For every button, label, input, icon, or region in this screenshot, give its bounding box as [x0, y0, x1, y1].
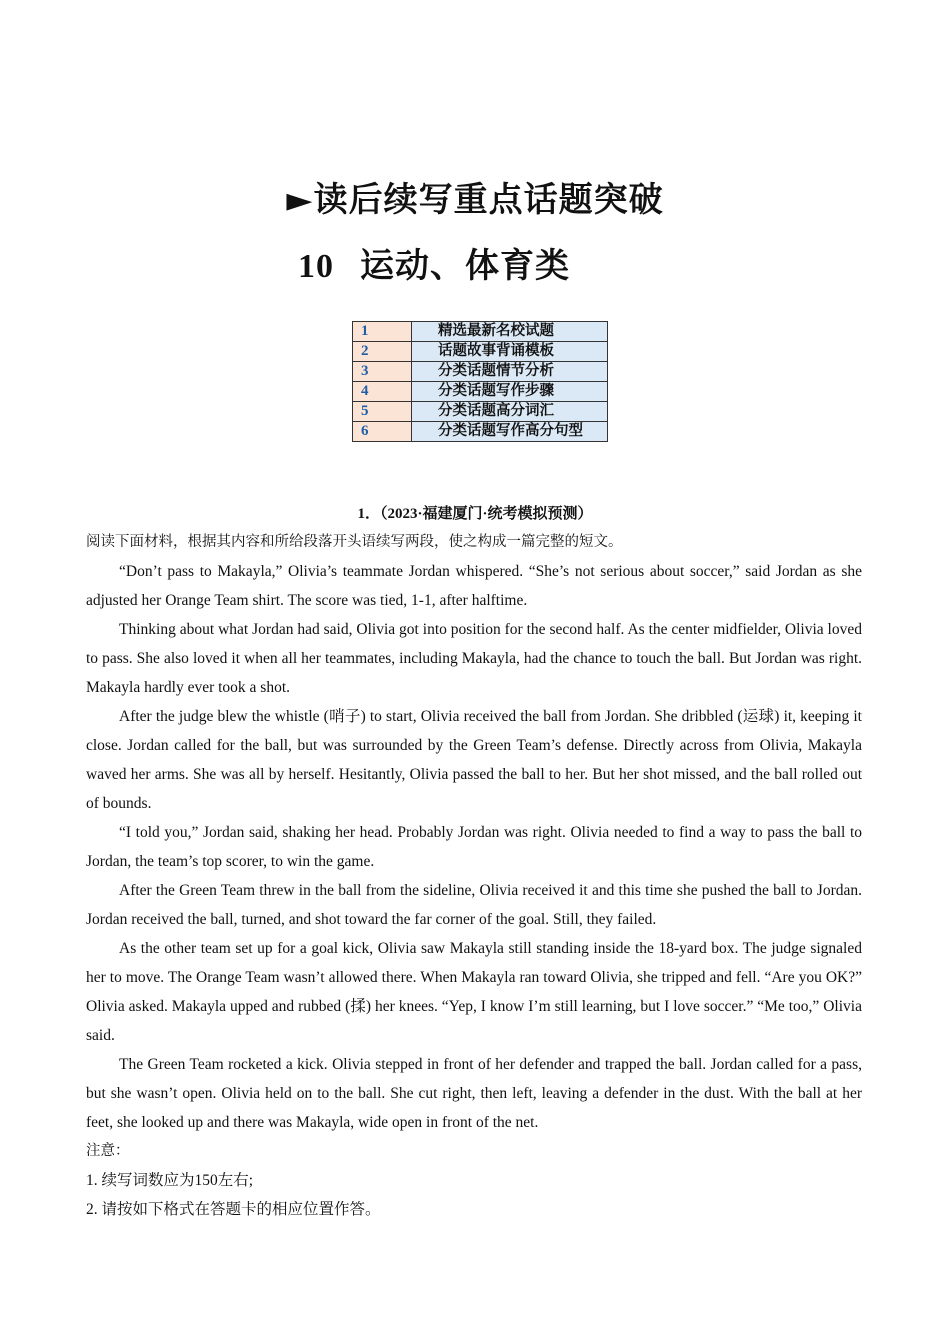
toc-label: 精选最新名校试题 — [412, 322, 608, 342]
story-paragraph: As the other team set up for a goal kick, Olivia saw Makayla still standing inside the 18-yard box. The judge signaled her to move. The Orange Team wasn’t allowed there. When Makayla ran toward Olivia, she tripped and fell. “Are you OK?” Olivia asked. Makayla upped and rubbed (揉) her knees. “Yep, I know I’m still learning, but I love soccer.” “Me too,” Olivia said. — [86, 940, 862, 1044]
toc-row — [353, 402, 608, 422]
toc-row — [353, 322, 608, 342]
contents-table — [352, 321, 608, 442]
note-item: 2. 请按如下格式在答题卡的相应位置作答。 — [86, 1201, 381, 1218]
toc-number: 3 — [353, 362, 412, 382]
note-item: 1. 续写词数应为150左右; — [86, 1172, 254, 1189]
question-heading: 1．（2023·福建厦门·统考模拟预测） — [357, 506, 593, 522]
question-body — [86, 528, 862, 1224]
toc-row — [353, 382, 608, 402]
toc-label: 分类话题高分词汇 — [412, 402, 608, 422]
toc-number: 1 — [353, 322, 412, 342]
toc-number: 2 — [353, 342, 412, 362]
page-title — [0, 172, 950, 221]
story-paragraph: “Don’t pass to Makayla,” Olivia’s teammate Jordan whispered. “She’s not serious about soccer,” said Jordan as she adjusted her Orange Team shirt. The score was tied, 1-1, after halftime. — [86, 563, 862, 609]
toc-number: 6 — [353, 422, 412, 442]
topic-number: 10 — [298, 248, 334, 285]
toc-number: 4 — [353, 382, 412, 402]
story-paragraph: After the judge blew the whistle (哨子) to start, Olivia received the ball from Jordan. She dribbled (运球) it, keeping it close. Jordan called for the ball, but was surrounded by the Green Team’s defense. Directly across from Olivia, Makayla waved her arms. She was all by herself. Hesitantly, Olivia passed the ball to her. But her shot missed, and the ball rolled out of bounds. — [86, 708, 862, 812]
toc-row — [353, 422, 608, 442]
toc-label: 分类话题写作高分句型 — [412, 422, 608, 442]
story-paragraph: The Green Team rocketed a kick. Olivia stepped in front of her defender and trapped the ball. Jordan called for a pass, but she wasn’t open. Olivia held on to the ball. She cut right, then left, leaving a defender in the dust. With the ball at her feet, she looked up and there was Makayla, wide open in front of the net. — [86, 1056, 862, 1131]
notes-title: 注意： — [86, 1143, 130, 1159]
toc-label: 话题故事背诵模板 — [412, 342, 608, 362]
toc-number: 5 — [353, 402, 412, 422]
toc-row — [353, 342, 608, 362]
topic-name: 运动、体育类 — [360, 246, 570, 286]
instruction-text: 阅读下面材料，根据其内容和所给段落开头语续写两段，使之构成一篇完整的短文。 — [86, 534, 623, 550]
story-paragraph: After the Green Team threw in the ball from the sideline, Olivia received it and this time she pushed the ball to Jordan. Jordan received the ball, turned, and shot toward the far corner of the goal. Still, they failed. — [86, 882, 862, 928]
title-text: 读后续写重点话题突破 — [313, 180, 664, 220]
story-paragraph: Thinking about what Jordan had said, Olivia got into position for the second half. As the center midfielder, Olivia loved to pass. She also loved it when all her teammates, including Makayla, had the chance to touch the ball. But Jordan was right. Makayla hardly ever took a shot. — [86, 621, 862, 696]
topic-title — [298, 238, 570, 287]
toc-label: 分类话题情节分析 — [412, 362, 608, 382]
story-paragraph: “I told you,” Jordan said, shaking her head. Probably Jordan was right. Olivia needed to find a way to pass the ball to Jordan, the team’s top scorer, to win the game. — [86, 824, 862, 870]
toc-label: 分类话题写作步骤 — [412, 382, 608, 402]
triangle-marker-icon: ► — [286, 180, 314, 220]
toc-row — [353, 362, 608, 382]
